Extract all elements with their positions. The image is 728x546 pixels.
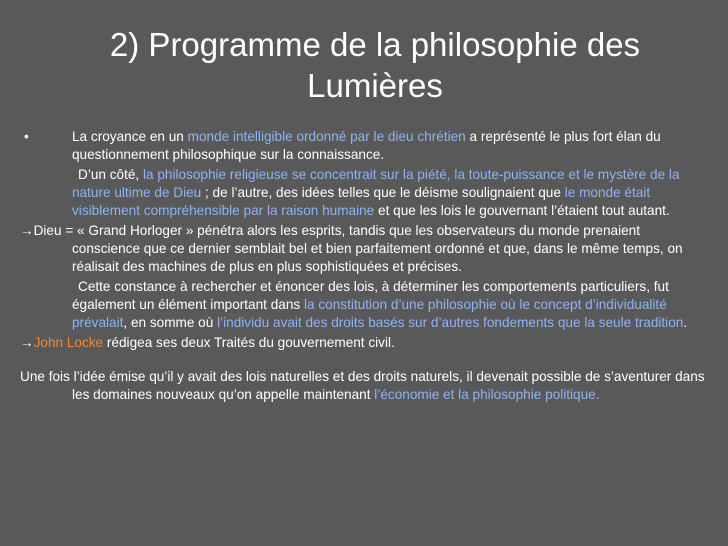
paragraph-6	[20, 368, 710, 404]
text: .	[683, 315, 688, 330]
arrow-icon: →	[20, 335, 34, 350]
highlight-text[interactable]: monde intelligible ordonné par le dieu chrétien	[187, 129, 466, 144]
highlight-text[interactable]: la philosophie religieuse se concentrait sur la piété, la toute-puissance et le mystère de la nature ultime de Dieu	[72, 167, 680, 200]
paragraph-4	[20, 278, 710, 332]
text: et que les lois le gouvernant l’étaient tout autant.	[374, 203, 670, 218]
paragraph-3	[20, 222, 710, 276]
bullet-icon: •	[24, 129, 29, 144]
text: Cette constance à rechercher et énoncer des lois, à déterminer les comportements particuliers, fut également un élément important dans	[72, 279, 669, 312]
text: La croyance en un	[72, 129, 188, 144]
highlight-text[interactable]: l’individu avait des droits basés sur d’autres fondements que la seule tradition	[217, 315, 684, 330]
text: Dieu = « Grand Horloger » pénétra alors les esprits, tandis que les observateurs du monde prenaient conscience que ce dernier semblait bel et bien parfaitement ordonné et que, dans le même temps, on réalisait des machines de plus en plus sophistiquées et précises.	[33, 223, 683, 274]
text: a représenté le plus fort élan du questionnement philosophique sur la connaissance.	[72, 129, 661, 162]
slide-body	[20, 128, 710, 406]
spacer	[20, 354, 710, 368]
highlight-text[interactable]: le monde était visiblement compréhensible par la raison humaine	[72, 185, 651, 218]
paragraph-5	[20, 334, 710, 352]
text: D’un côté,	[78, 167, 143, 182]
text: ; de l’autre, des idées telles que le déisme soulignaient que	[201, 185, 565, 200]
arrow-icon: →	[20, 223, 34, 238]
text: Une fois l’idée émise qu’il y avait des lois naturelles et des droits naturels, il devenait possible de s’aventurer dans les domaines nouveaux qu’on appelle maintenant	[20, 369, 705, 402]
paragraph-1	[20, 128, 710, 164]
text: , en somme où	[123, 315, 218, 330]
highlight-text[interactable]: John Locke	[33, 335, 104, 350]
highlight-text[interactable]: la constitution d’une philosophie où le concept d’individualité prévalait	[72, 297, 667, 330]
slide-title: 2) Programme de la philosophie des Lumières	[109, 26, 641, 104]
text: rédigea ses deux Traités du gouvernement civil.	[103, 335, 395, 350]
highlight-text[interactable]: l’économie et la philosophie politique.	[374, 387, 600, 402]
paragraph-2	[20, 166, 710, 220]
